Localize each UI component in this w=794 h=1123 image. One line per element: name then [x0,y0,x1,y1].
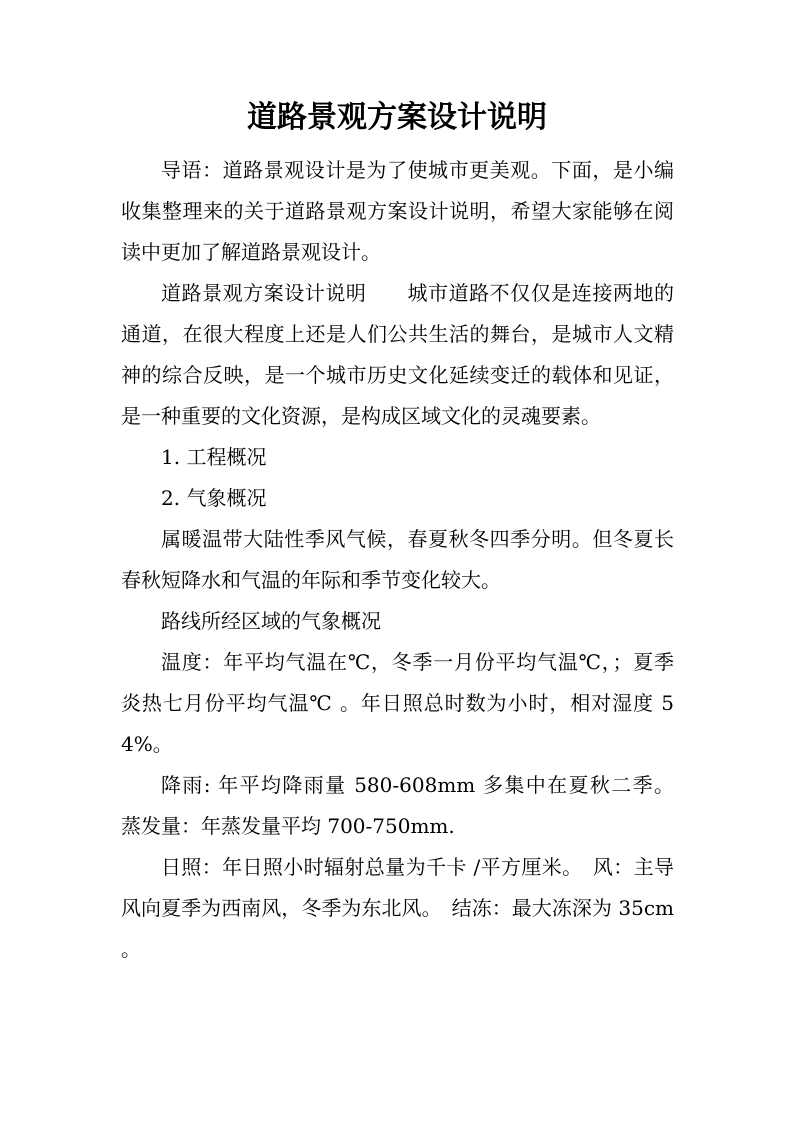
climate-paragraph: 属暖温带大陆性季风气候，春夏秋冬四季分明。但冬夏长春秋短降水和气温的年际和季节变化较大。 [121,527,674,592]
overview-paragraph: 道路景观方案设计说明 城市道路不仅仅是连接两地的通道，在很大程度上还是人们公共生活的舞台，是城市人文精神的综合反映，是一个城市历史文化延续变迁的载体和见证，是一种重要的文化资源，是构成区域文化的灵魂要素。 [121,281,674,428]
temperature-paragraph: 温度：年平均气温在℃，冬季一月份平均气温℃，；夏季炎热七月份平均气温℃ 。年日照总时数为小时，相对湿度 54%。 [121,650,674,756]
document-body [121,150,674,970]
intro-paragraph: 导语：道路景观设计是为了使城市更美观。下面，是小编收集整理来的关于道路景观方案设计说明，希望大家能够在阅读中更加了解道路景观设计。 [121,158,674,264]
section-heading-project: 1. 工程概况 [161,445,267,469]
section-heading-climate: 2. 气象概况 [161,486,267,510]
document-title: 道路景观方案设计说明 [247,100,547,135]
route-climate-heading: 路线所经区域的气象概况 [161,609,381,633]
sunshine-paragraph: 日照：年日照小时辐射总量为千卡 /平方厘米。 风：主导风向夏季为西南风，冬季为东北风。 结冻：最大冻深为 35cm 。 [121,855,674,961]
rainfall-paragraph: 降雨: 年平均降雨量 580-608mm 多集中在夏秋二季。 蒸发量：年蒸发量平均 700-750mm. [121,773,674,838]
